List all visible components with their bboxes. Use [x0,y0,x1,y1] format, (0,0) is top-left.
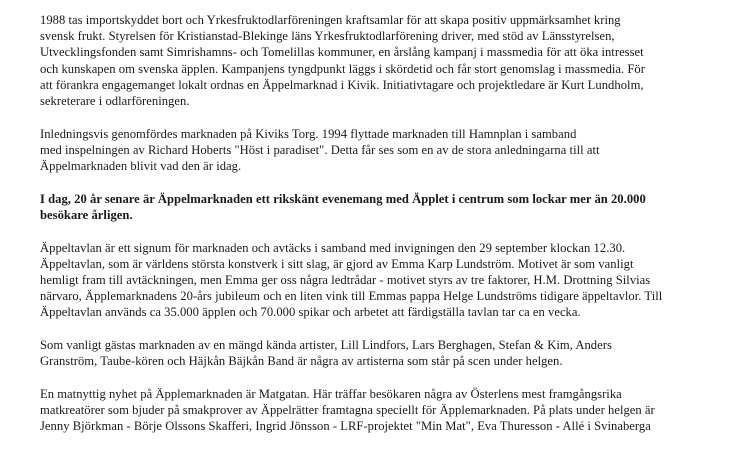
text-line: med inspelningen av Richard Hoberts "Höst i paradiset". Detta får ses som en av de stora anledningarna till att [40,142,600,157]
paragraph-highlight [40,191,746,223]
paragraph-history [40,12,746,109]
text-line: Utvecklingsfonden samt Simrishamns- och Tomelillas kommuner, en årslång kampanj i massmedia för att öka intresset [40,45,644,60]
text-line: Äppeltavlan, som är världens största konstverk i sitt slag, är gjord av Emma Karp Lundström. Motivet är som vanligt [40,256,634,271]
text-line: Jenny Björkman - Börje Olssons Skafferi, Ingrid Jönsson - LRF-projektet "Min Mat", Eva Thuresson - Allé i Svinaberga [40,419,651,434]
text-line: Som vanligt gästas marknaden av en mängd kända artister, Lill Lindfors, Lars Berghagen, Stefan & Kim, Anders [40,338,612,352]
paragraph-artists [40,337,746,369]
text-line: besökare årligen. [40,207,133,222]
text-line: närvaro, Äpplemarknadens 20-års jubileum och en liten vink till Emmas pappa Helge Lundströms tidigare äppeltavlor. Till [40,289,663,304]
text-line: sekreterare i odlarföreningen. [40,93,190,108]
paragraph-location [40,126,746,175]
text-line: Inledningsvis genomfördes marknaden på Kiviks Torg. 1994 flyttade marknaden till Hamnplan i samband [40,126,577,141]
text-line: 1988 tas importskyddet bort och Yrkesfruktodlarföreningen kraftsamlar för att skapa positiv uppmärksamhet kring [40,13,621,27]
text-line: En matnyttig nyhet på Äpplemarknaden är Matgatan. Här träffar besökaren några av Österlens mest framgångsrika [40,386,622,401]
paragraph-apple-board [40,240,746,321]
text-line: Äppeltavlan används ca 35.000 äpplen och 70.000 spikar och arbetet att färdigställa tavlan tar ca en vecka. [40,305,581,320]
text-line: Granström, Taube-kören och Häjkån Bäjkån Band är några av artisterna som står på scen under helgen. [40,354,563,369]
text-line: att förankra engagemanget lokalt ordnas en Äppelmarknad i Kivik. Initiativtagare och projektledare är Kurt Lundholm, [40,77,644,92]
text-line: hemligt fram till avtäckningen, men Emma ger oss några ledtrådar - motivet styrs av tre faktorer, H.M. Drottning Silvias [40,272,651,287]
paragraph-food-street [40,386,746,435]
text-line: svensk frukt. Styrelsen för Kristianstad-Blekinge läns Yrkesfruktodlarförening driver, med stöd av Länsstyrelsen, [40,29,615,44]
text-line: matkreatörer som bjuder på smakprover av Äppelrätter framtagna speciellt för Äpplemarknaden. På plats under helgen är [40,403,655,418]
text-line: Äppelmarknaden blivit vad den är idag. [40,159,242,173]
text-line: I dag, 20 år senare är Äppelmarknaden ett rikskänt evenemang med Äpplet i centrum som lockar mer än 20.000 [40,191,646,206]
text-line: och kunskapen om svenska äpplen. Kampanjens tyngdpunkt läggs i skördetid och får stort genomslag i massmedia. För [40,61,645,76]
text-line: Äppeltavlan är ett signum för marknaden och avtäcks i samband med invigningen den 29 september klockan 12.30. [40,240,626,255]
document-body [0,12,746,451]
